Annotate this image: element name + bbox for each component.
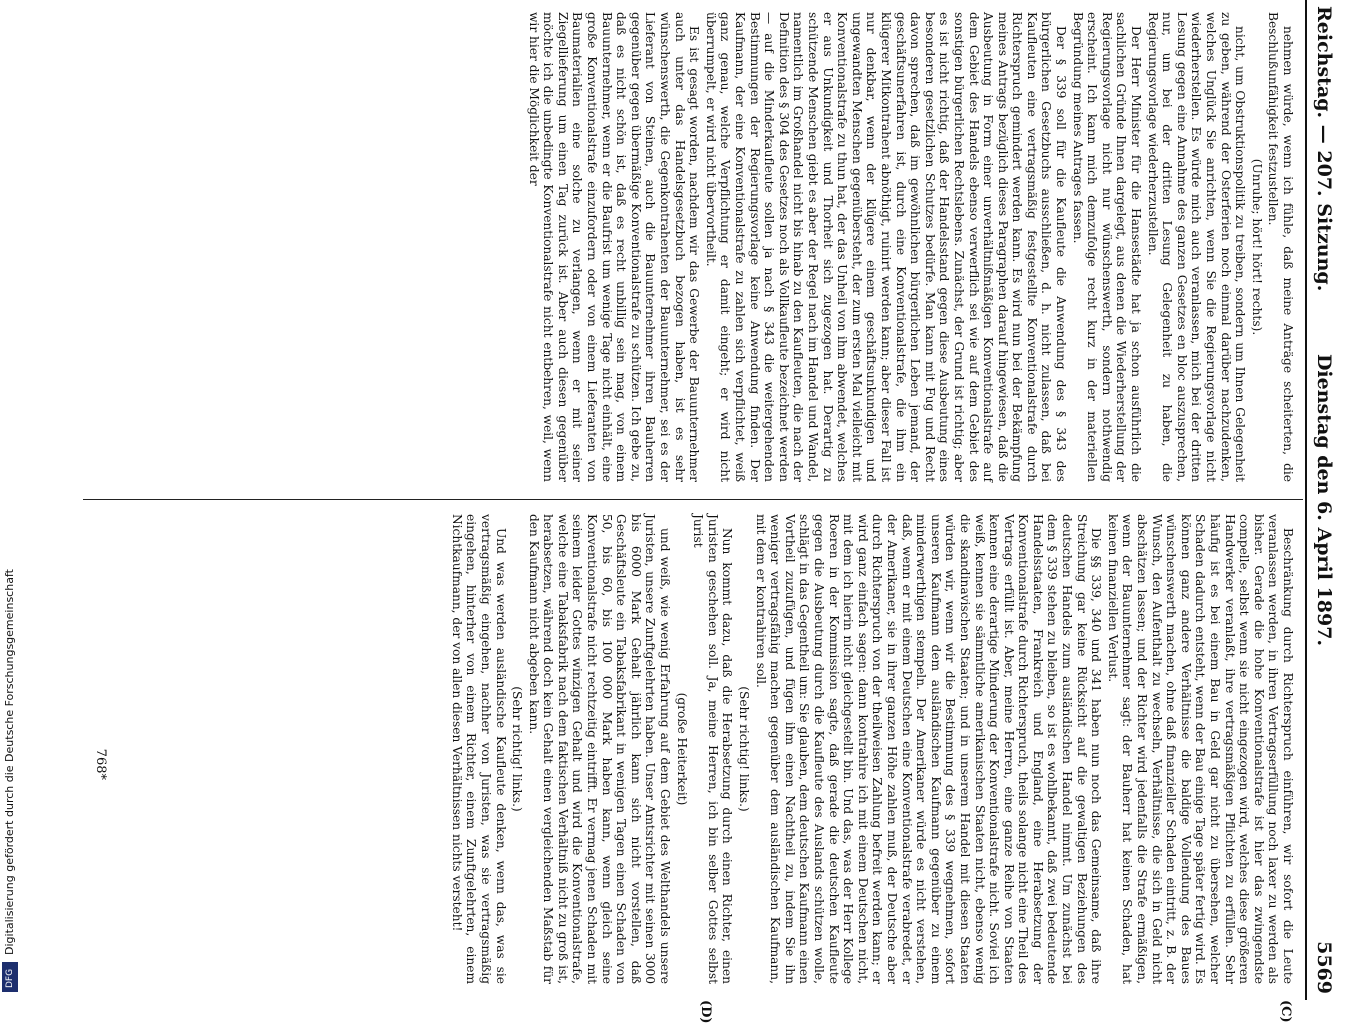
left-paragraph: nicht, um Obstruktionspolitik zu treiben, sondern um Ihnen Gelegenheit zu geben, während der Osterferien noch einmal darüber nachzudenken, welches Unglück Sie anrichten, wenn Sie die Regierungsvorlage nicht wiederherstellen. Es würde mich auch veranlassen, mich bei der dritten Lesung gegen eine Annahme des ganzen Gesetzes en bloc auszusprechen, nur, um bei der dritten Lesung Gelegenheit zu haben, die Regierungsvorlage wiederherzustellen. [1145, 12, 1248, 482]
right-interjection: (Sehr richtig! links.) [737, 686, 752, 812]
right-paragraph: Die §§ 339, 340 und 341 haben nun noch das Gemeinsame, daß ihre Streichung gar keine Rücksicht auf die gewaltigen Beziehungen des deutschen Handels zum ausländischen Handel nimmt. Um zunächst bei dem § 339 stehen zu bleiben, so ist es wohlbekannt, daß zwei bedeutende Handelsstaaten, Frankreich und England, eine Herabsetzung der Konventionalstrafe durch Richterspruch, theils solange nicht eine Theil des Vertrags erfüllt ist. Aber, meine Herren, eine ganze Reihe von Staaten kennen eine derartige Minderung der Konventionalstrafe nicht. Soviel ich weiß, kennen sie sämmtliche amerikanischen Staaten nicht, ebenso wenig die skandinavischen Staaten; und in unserem Handel mit diesen Staaten würden wir, wenn wir die Bestimmung des § 339 wegnehmen, sofort unseren Kaufmann dem ausländischen Kaufmann gegenüber zu einem minderwerthigen stempeln. Der Amerikaner würde es nicht verstehen, daß, wenn er mit einem Deutschen eine Konventionalstrafe verabredet, er der Amerikaner, sie in ihrer ganzen Höhe zahlen muß, der Deutsche aber durch Richterspruch von der theilweisen Zahlung befreit werden kann; er wird ganz einfach sagen: dann kontrahire ich mit einem Deutschen nicht, mit dem ich hierin nicht gleichgestellt bin. Und das, was der Herr Kollege Roeren in der Kommission sagte, daß gerade die deutschen Kaufleute gegen die Ausbeutung durch die Kaufleute des Auslands schützen wolle, schlägt in das Gegentheil um: Sie glauben, dem deutschen Kaufmann einen Vortheil zuzufügen, und fügen ihm einen Nachtheil zu, indem Sie ihn weniger vertragsfähig machen gegenüber dem ausländischen Kaufmann, mit dem er kontrahiren soll. [753, 514, 1104, 984]
header-center: Dienstag den 6. April 1897. [1313, 353, 1335, 647]
right-column [447, 514, 1295, 984]
scanned-page [55, 0, 1353, 1024]
column-rule [83, 499, 1303, 500]
page-content [55, 0, 1353, 1024]
page-number: 5569 [1313, 941, 1335, 994]
digitization-credit: Digitalisierung gefördert durch die Deutsche Forschungsgemeinschaft [3, 569, 16, 955]
marker-c: (C) [1278, 1000, 1293, 1023]
left-paragraph: Der § 339 soll für die Kaufleute die Anwendung des § 343 des bürgerlichen Gesetzbuchs ausschließen, d. h. nicht zulassen, daß bei Kaufleuten eine vertragsmäßig festgestellte Konventionalstrafe durch Richterspruch gemindert werden kann. Es wird nun bei der Bekämpfung meines Antrags bezüglich dieses Paragraphen darauf hingewiesen, daß die Ausbeutung in Form einer unverhältnißmäßigen Konventionalstrafe auf dem Gebiet des Handels ebenso verwerflich sei wie auf dem Gebiet des sonstigen bürgerlichen Rechtslebens. Zunächst, der Grund ist richtig; aber es ist nicht richtig, daß der Handelsstand gegen diese Ausbeutung eines besonderen gesetzlichen Schutzes bedürfe. Man kann mit Fug und Recht davon sprechen, daß im gewöhnlichen bürgerlichen Leben jemand, der geschäftsunerfahren ist, durch eine Konventionalstrafe, die ihm ein klügerer Mitkontrahent abnöthigt, ruinirt werden kann; aber dieser Fall ist nur denkbar, wenn der klügere einem geschäftsunkundigen und ungewandten Menschen gegenübersteht, der zum ersten Mal vielleicht mit Konventionalstrafe zu thun hat, der das Unheil von ihm abwendet, welches er aus Unkundigkeit und Thorheit sich zugezogen hat. Derartig zu schützende Menschen giebt es aber der Regel nach im Handel und Wandel, namentlich im Großhandel nicht bis hinab zu den Kaufleuten, die nach der Definition des § 304 des Gesetzes noch als Vollkaufleute bezeichnet werden — auf die Minderkaufleute sollen ja nach § 343 die weitergehenden Bestimmungen der Regierungsvorlage keine Anwendung finden. Der Kaufmann, der eine Konventionalstrafe zu zahlen sich verpflichtet, weiß ganz genau, welche Verpflichtung er damit eingeht; er wird nicht überrumpelt, er wird nicht übervortheilt. [703, 12, 1069, 482]
header-left: Reichstag. — 207. Sitzung. [1313, 6, 1335, 292]
header-rule [1305, 0, 1307, 1000]
signature-mark: 768* [93, 748, 108, 780]
right-paragraph: Nun kommt dazu, daß die Herabsetzung durch einen Richter, einen Juristen geschehen soll. Ja, meine Herren, ich bin selber Gottes selbst Jurist [691, 514, 735, 984]
dfg-logo [2, 962, 18, 992]
page-header [1313, 0, 1335, 1000]
right-interjection: (Sehr richtig! links.) [510, 686, 525, 812]
left-paragraph: Es ist gesagt worden, nachdem wir das Gewerbe der Bauunternehmer auch unter das Handelsgesetzbuch bezogen haben, ist es sehr wünschenswerth, die Gegenkontrahenten der Bauunternehmer, sei es der Lieferant von Steinen, auch die Bauunternehmer ihren Bauherren gegenüber gegen übermäßige Konventionalstrafe zu schützen. Ich gebe zu, daß es nicht schön ist, daß es recht unbillig sein mag, von einem Bauunternehmer, wenn er die Baufrist um wenige Tage nicht einhält, eine große Konventionalstrafe einzufordern oder von einem Lieferanten von Baumaterialien eine solche zu verlangen, wenn er mit seiner Ziegellieferung um einen Tag zurück ist. Aber auch diesen gegenüber möchte ich die unbedingte Konventionalstrafe nicht entbehren, weil, wenn wir hier die Möglichkeit der [526, 12, 702, 482]
right-paragraph: und weiß, wie wenig Erfahrung auf dem Gebiet des Welthandels unsere Juristen, unsere Zunftgelehrten haben. Unser Amtsrichter mit seinen 3000 bis 6000 Mark Gehalt jährlich kann sich nicht vorstellen, daß Geschäftsleute ein Tabaksfabrikant in wenigen Tagen einen Schaden von 50, bis 60, bis 100 000 Mark haben kann, wenn gleich seine Konventionalstrafe nicht rechtzeitig eintrifft. Er vermag jenen Schaden mit seinem leider Gottes winzigen Gehalt und wird die Konventionalstrafe, welche eine Tabaksfabrik nach dem faktischen Verhältniß nicht zu groß ist, herabsetzen, während doch kein Gehalt einen vergleichenden Maßstab für den Kaufmann nicht abgeben kann. [526, 514, 673, 984]
right-paragraph: Und was werden ausländische Kaufleute denken, wenn das, was sie vertragsmäßig eingehen, nachher von Juristen, was sie vertragsmäßig eingehen, hinterher von einem Richter, einem Zunftgelehrten, einem Nichtkaufmann, der von allen diesen Verhältnissen nichts versteht! [449, 514, 508, 984]
dfg-logo-text: DFG [5, 968, 15, 988]
left-column [524, 12, 1295, 482]
left-interjection: (Unruhe; hört! hört! rechts). [1249, 158, 1264, 336]
marker-d: (D) [698, 1000, 713, 1024]
right-paragraph: Beschränkung durch Richterspruch einführen, wir sofort die Leute veranlassen werden, in ihren Vertragserfüllung noch laxer zu werden als bisher. Gerade die hohe Konventionalstrafe ist hier das zwingendste compelle, selbst wenn sie nicht eingezogen wird, welches diese größeren Handwerker veranlaßt, ihre vertragsmäßigen Pflichten zu erfüllen. Sehr häufig ist es bei einem Bau in Geld gar nicht zu übersehen, welcher Schaden dadurch entsteht, wenn der Bau einige Tage später fertig wird. Es können ganz andere Verhältnisse die baldige Vollendung des Baues wünschenswerth machen, ohne daß finanzieller Schaden eintritt, z. B. der Wunsch, den Aufenthalt zu wechseln, Verhältnisse, die sich in Geld nicht abschätzen lassen; und der Richter wird jedenfalls die Strafe ermäßigen, wenn der Bauunternehmer sagt: der Bauherr hat keinen Schaden, hat keinen finanziellen Verlust. [1105, 514, 1295, 984]
left-paragraph: nehmen würde, wenn ich fühle, daß meine Anträge scheiterten, die Beschlußunfähigkeit festzustellen. [1266, 12, 1295, 482]
left-paragraph: Der Herr Minister für die Hansestädte hat ja schon ausführlich die sachlichen Gründe Ihnen dargelegt, aus denen die Wiederherstellung der Regierungsvorlage nicht nur wünschenswerth, sondern nothwendig erscheint. Ich kann mich demzufolge recht kurz in der materiellen Begründung meines Antrages fassen. [1070, 12, 1144, 482]
sidebar [0, 0, 20, 1000]
right-interjection: (große Heiterkeit) [674, 692, 689, 806]
